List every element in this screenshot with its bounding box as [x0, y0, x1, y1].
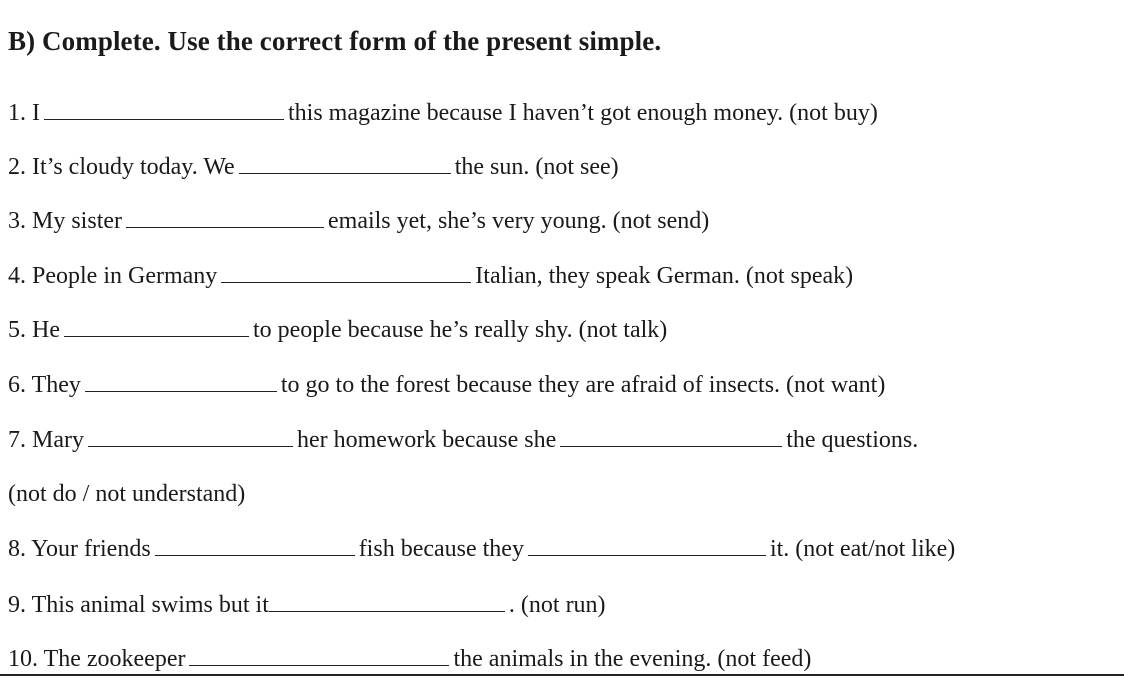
item-text: to people because he’s really shy. (not talk) — [252, 317, 668, 343]
exercise-item-1 — [8, 98, 878, 128]
exercise-item-10 — [8, 644, 811, 674]
item-text: fish because they — [358, 536, 524, 562]
item-text: 6. They — [8, 372, 81, 398]
exercise-item-8 — [8, 534, 955, 564]
exercise-item-3 — [8, 206, 709, 236]
answer-blank[interactable] — [189, 645, 449, 666]
answer-blank[interactable] — [126, 207, 324, 228]
item-text: 9. This animal swims but it — [8, 592, 269, 618]
exercise-item-7 — [8, 425, 918, 455]
item-text: emails yet, she’s very young. (not send) — [328, 208, 710, 234]
exercise-item-6 — [8, 370, 885, 400]
answer-blank[interactable] — [269, 591, 505, 612]
item-text: Italian, they speak German. (not speak) — [475, 263, 854, 289]
item-text: 8. Your friends — [8, 536, 151, 562]
answer-blank[interactable] — [528, 535, 766, 556]
item-text: her homework because she — [296, 427, 557, 453]
exercise-title: B) Complete. Use the correct form of the present simple. — [8, 26, 662, 56]
exercise-item-5 — [8, 315, 667, 345]
item-text: to go to the forest because they are afraid of insects. (not want) — [280, 372, 886, 398]
exercise-item-9 — [8, 590, 606, 620]
exercise-item-4 — [8, 261, 853, 291]
item-text: 2. It’s cloudy today. We — [8, 154, 235, 180]
answer-blank[interactable] — [88, 426, 293, 447]
answer-blank[interactable] — [44, 99, 284, 120]
item-text: it. (not eat/not like) — [769, 536, 956, 562]
item-text: 5. He — [8, 317, 60, 343]
answer-blank[interactable] — [155, 535, 355, 556]
item-text: 10. The zookeeper — [8, 646, 186, 672]
answer-blank[interactable] — [85, 371, 277, 392]
answer-blank[interactable] — [239, 153, 451, 174]
item-text: (not do / not understand) — [8, 481, 246, 507]
item-text: . (not run) — [508, 592, 606, 618]
exercise-item-7-hint — [8, 479, 245, 509]
item-text: 1. I — [8, 100, 40, 126]
bottom-divider — [0, 674, 1124, 676]
answer-blank[interactable] — [64, 316, 249, 337]
item-text: 4. People in Germany — [8, 263, 218, 289]
answer-blank[interactable] — [221, 262, 471, 283]
item-text: 7. Mary — [8, 427, 84, 453]
item-text: the sun. (not see) — [454, 154, 619, 180]
item-text: the questions. — [786, 427, 919, 453]
item-text: the animals in the evening. (not feed) — [453, 646, 812, 672]
item-text: this magazine because I haven’t got enough money. (not buy) — [288, 100, 878, 126]
item-text: 3. My sister — [8, 208, 122, 234]
exercise-item-2 — [8, 152, 619, 182]
answer-blank[interactable] — [560, 426, 782, 447]
